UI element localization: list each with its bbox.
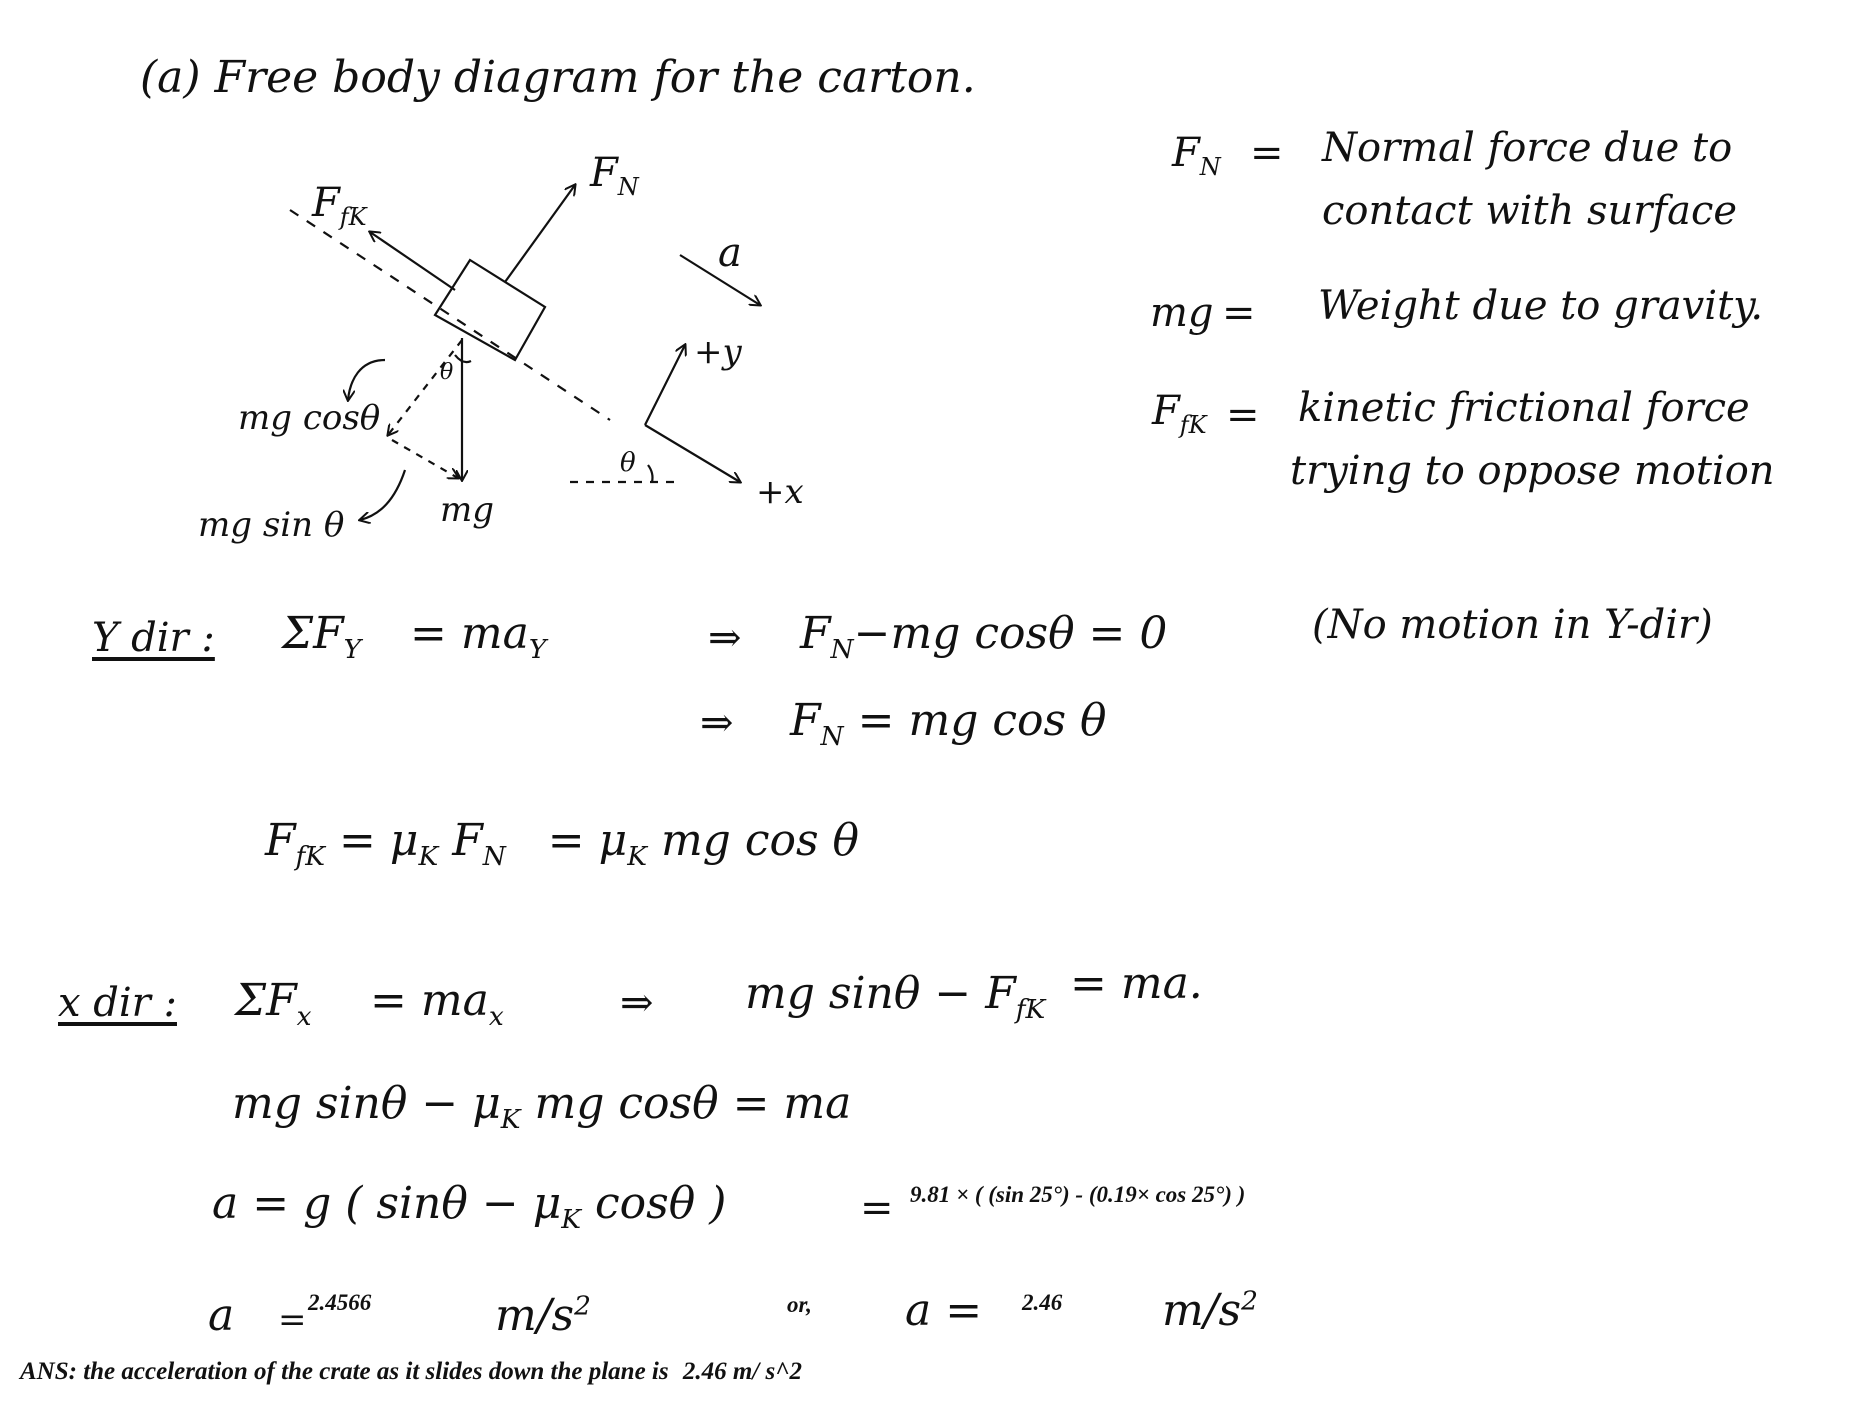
legend-text-fn-2: contact with surface — [1322, 188, 1738, 234]
label-mg: mg — [440, 490, 495, 530]
legend-symbol-ffk: $F_{fK}$ — [1152, 388, 1207, 439]
result-value2: 2.46 — [1022, 1290, 1063, 1315]
result-a2: a = — [905, 1285, 983, 1336]
result-or: or, — [787, 1292, 812, 1317]
result-value: 2.4566 — [308, 1290, 372, 1315]
ydir-sum: $\Sigma F_Y$ — [282, 608, 362, 665]
legend-symbol-mg: mg — [1150, 290, 1214, 336]
xdir-eq2-rhs: = ma. — [1070, 958, 1203, 1009]
mgsin-leader — [360, 470, 405, 520]
ydir-label: Y dir : — [92, 615, 215, 661]
legend-eq-mg: = — [1222, 290, 1256, 336]
normal-force-arrow — [505, 185, 575, 282]
ydir-eq2: $F_N-mg$ cosθ = 0 — [800, 608, 1168, 665]
mgcos-leader — [348, 360, 385, 400]
page-title: (a) Free body diagram for the carton. — [140, 52, 976, 103]
legend-eq-ffk: = — [1226, 392, 1260, 438]
label-theta-incline: θ — [620, 448, 636, 478]
xdir-rhs: = $ma_x$ — [370, 975, 504, 1032]
y-axis-arrow — [645, 345, 685, 425]
legend-text-fn-1: Normal force due to — [1322, 125, 1733, 171]
label-plus-x: +x — [756, 472, 804, 512]
legend-eq-fn: = — [1250, 130, 1284, 176]
xdir-eq2: mg $\sin\theta - F_{fK}$ — [745, 968, 1046, 1025]
x-axis-arrow — [645, 425, 740, 482]
ydir-rhs: = $ma_Y$ — [410, 608, 547, 665]
ydir-note: (No motion in Y-dir) — [1312, 602, 1713, 648]
legend-symbol-fn: $F_N$ — [1172, 130, 1221, 181]
label-theta-vertical: θ — [440, 360, 454, 385]
xdir-sum: $\Sigma F_x$ — [235, 975, 312, 1032]
mgcos-component — [388, 340, 462, 435]
result-unit2: $m/s^2$ — [1162, 1285, 1258, 1336]
legend-text-ffk-2: trying to oppose motion — [1290, 448, 1775, 494]
carton-box — [435, 260, 545, 360]
xdir-label: x dir : — [58, 980, 177, 1026]
answer-text: ANS: the acceleration of the crate as it slides down the plane is — [20, 1358, 669, 1385]
legend-text-mg: Weight due to gravity. — [1318, 283, 1764, 329]
xdir-line3-typed: 9.81 × ( (sin 25°) - (0.19× cos 25°) ) — [910, 1182, 1246, 1207]
label-ffk: $F_{fK}$ — [312, 180, 367, 231]
result-unit: $m/s^2$ — [495, 1290, 591, 1341]
mgsin-component — [392, 440, 458, 478]
legend-text-ffk-1: kinetic frictional force — [1298, 385, 1750, 431]
label-fn: $F_N$ — [590, 150, 639, 201]
ydir-eq3: $F_N$ = mg cos θ — [790, 695, 1107, 752]
answer-line — [20, 1358, 802, 1386]
ydir-implies-1: ⇒ — [708, 615, 742, 661]
incline-line — [290, 210, 610, 420]
result-eq: = — [278, 1300, 307, 1340]
xdir-implies: ⇒ — [620, 980, 654, 1026]
friction-equation: $F_{fK} = \mu_K$ $F_N$ = $\mu_K$ mg cos θ — [265, 815, 860, 872]
theta-arc-incline — [648, 465, 653, 482]
xdir-line3: a = g ( $\sin\theta - \mu_K$ cosθ ) — [212, 1178, 727, 1235]
xdir-line2: mg $\sin\theta - \mu_K$ mg cosθ = ma — [232, 1078, 852, 1135]
label-mgsin: mg sin θ — [198, 505, 345, 545]
friction-arrow — [370, 232, 455, 290]
label-acceleration: a — [718, 230, 742, 276]
result-a: a — [208, 1290, 235, 1341]
answer-value: 2.46 m/ s^2 — [682, 1358, 802, 1385]
label-plus-y: +y — [694, 332, 742, 372]
label-mgcos: mg cosθ — [238, 398, 381, 438]
ydir-implies-2: ⇒ — [700, 700, 734, 746]
xdir-line3-eq: = — [860, 1185, 894, 1231]
